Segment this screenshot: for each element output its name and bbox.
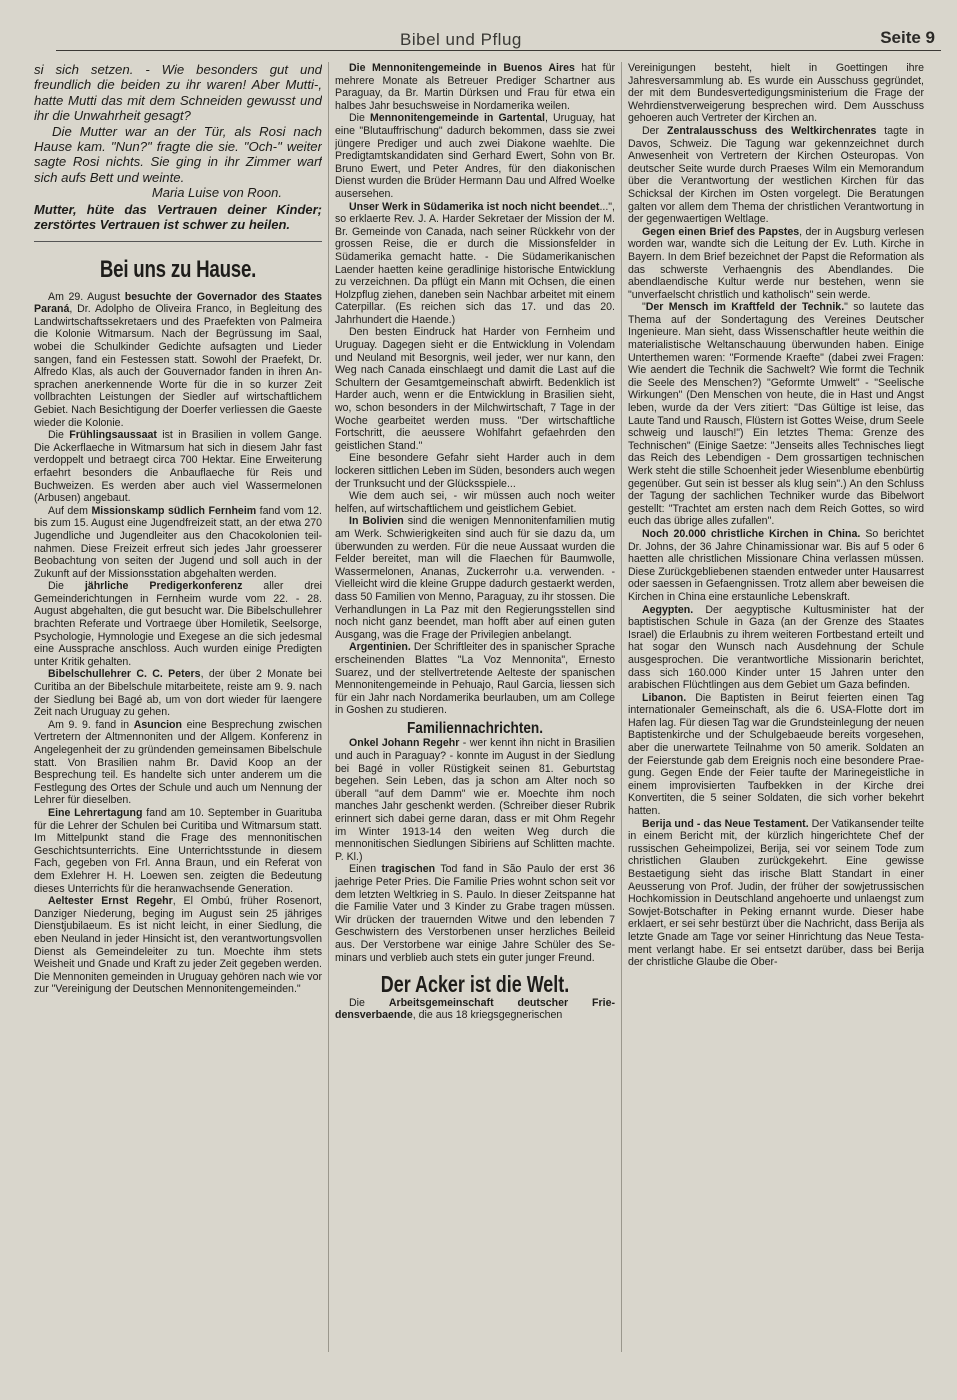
news-paragraph — [335, 201, 615, 327]
paragraph-text: sind die wenigen Mennonitenfamilien mutig am Werk. Schwierigkeiten sind auch für sie dazu da, um überwunden zu werden. Für die neue Aussaat wurden die Felder bereitet, man will die Flaechen für Baumwolle, Wassermelonen, Ananas, Zuckerrohr u.a. verwenden. - Vielleicht wird die kleine Gruppe dadurch gestaerkt werden, dass 50 Familien von Menno, Paraguay, zu ihr stossen. Die Verhandlungen in La Paz mit den Regierungsstellen sind noch nicht ganz beendet, man hofft aber auf einen guten Ausgang, was die Frage der Privilegien anbelangt. — [335, 515, 615, 641]
news-paragraph — [335, 490, 615, 515]
paragraph-keyword: Frühlingsaussaat — [69, 429, 157, 442]
news-paragraph — [34, 429, 322, 505]
paragraph-text: , Dr. Adolpho de Oliveira Franco, in Begleitung des Landwirtschaftssekretaers und des Praefekten von Palmeira die Kolonie Witmarsum. Nach der Begrüssung im Saal, wobei die Schulkinder Gedichte aufsagten und Lieder sangen, fand ein Festessen statt. Sowohl der Praefekt, Dr. Alfredo Klas, als auch der Gouvernador fanden in ihren Ansprachen anerkennende Worte für die in so kurzer Zeit vollbrachten Leistungen der Siedler auf wirtschaftlichem Gebiet. Nach Besichtigung der Doerfer verliessen die Gaeste wieder die Kolonie. — [34, 303, 322, 429]
news-paragraph — [34, 291, 322, 430]
news-paragraph — [34, 719, 322, 807]
page-number: Seite 9 — [880, 28, 935, 47]
paragraph-text: Eine besondere Gefahr sieht Harder auch in dem lockeren sittlichen Leben im Süden, besonders auch wegen der Trunksucht und der Glücksspiele... — [335, 452, 615, 490]
section-title-world: Der Acker ist die Welt. — [380, 971, 570, 998]
paragraph-text: Einen — [349, 863, 382, 876]
paragraph-text: Der Vatikansender teilte in einem Bericht mit, der kürzlich hingerichtete Chef der russischen Geheimpolizei, Berija, sei vor seinem Tode zum christlichen Glauben zurückgekehrt. Eine gewisse Bestaetigung sieht das irische Blatt Standart in einer Aeusserung von Prof. Judin, der früher der sowjetrussischen Hochkomission in Deutschland angehoerte und unlaengst zum Sowjet-Botschafter in Peking ernannt wurde. Dieser habe erklaert, er sei sehr bestürzt über die Nachricht, dass Berija als letzte Gnade am Tage vor seiner Hinrichtung das Neue Testament verlangt habe. Er sei entsetzt darüber, dass bei Berija der christliche Glaube die Ober- — [628, 817, 924, 969]
paragraph-text: Der Schriftleiter des in spanischer Sprache erscheinenden Blattes "La Voz Mennonita", Ernesto Suarez, und der stellvertretende Aelteste der spanischen Mennonitengemeinde in Pehuajo, Raul Garcia, liessen sich für ein Jahr nach Nordamerika beurlauben, um am College in Goshen zu studieren. — [335, 641, 615, 717]
paragraph-keyword: Onkel Johann Regehr — [349, 737, 460, 750]
paragraph-text: Auf dem — [48, 504, 92, 517]
story-moral: Mutter, hüte das Vertrauen deiner Kinder; zerstörtes Vertrauen ist schwer zu heilen. — [34, 201, 322, 233]
column-middle — [335, 62, 615, 1372]
paragraph-text: fand vom 12. bis zum 15. August eine Jugendfreizeit statt, an der etwa 270 Jugendliche und Jugendleiter aus den Chacokolonien teilnahmen. Diese Freizeit erfreut sich jedes Jahr groesserer Beobachtung von seiten der Jugend und soll auch in der Zukunft auf der Missionsstation abgehalten werden. — [34, 504, 322, 580]
paragraph-text: tagte in Davos, Schweiz. Die Tagung war gekennzeichnet durch Anwesenheit von Vertretern der Kirchen Osteuropas. Von deutscher Seite wurde durch Praeses Wilm ein Memorandum über die Verantwortung der westlichen Kirchen für das Schicksal der Kirchen im Osten vorgelegt. Die Beratungen galten vor allem dem Thema der christlichen Verantwortung in der gegenwaertigen Weltlage. — [628, 124, 924, 226]
paragraph-keyword: Aeltester Ernst Regehr — [48, 895, 173, 908]
paragraph-text: So berichtet Dr. Johns, der 36 Jahre Chinamissionar war. Bis auf 5 oder 6 haetten alle christlichen Missionare China verlassen müssen. Diese Zurückgebliebenen staenden entweder unter Hausarrest oder saessen in Gefaengnissen. Trotz allem aber beweisen die Kirchen in China eine erstaunliche Lebenskraft. — [628, 527, 924, 603]
paragraph-text: Den besten Eindruck hat Harder von Fernheim und Uruguay. Dagegen sieht er die Entwicklung in Volendam und Neuland mit Besorgnis, weil jeder, wer nur kann, den Weg nach Canada einschlaegt und damit die Last auf die Schultern der Gesamtgemeinschaft abwirft. Bedenklich ist Harder auch, wenn er die Entwicklung in Brasilien sieht, wo, schon besonders in der Milchwirtschaft, 7 Tage in der Woche gearbeitet werden muss. "Der wirtschaftliche Fortschritt, die aeussere Wohlfahrt gefaehrden den geistlichen Stand." — [335, 326, 615, 452]
publication-title: Bibel und Pflug — [400, 30, 522, 49]
section-rule — [34, 241, 322, 242]
paragraph-text: , die aus 18 kriegsgegnerischen — [412, 1009, 563, 1022]
news-paragraph — [34, 505, 322, 581]
news-paragraph — [628, 125, 924, 226]
news-paragraph — [34, 668, 322, 718]
news-paragraph — [335, 997, 615, 1022]
news-paragraph — [335, 326, 615, 452]
paragraph-keyword: jährliche Predigerkonferenz — [84, 580, 243, 593]
paragraph-keyword: Mennonitengemeinde in Gartental — [369, 112, 545, 125]
column-divider — [328, 62, 329, 1352]
mission-news-list — [335, 62, 615, 717]
column-right — [628, 62, 924, 1362]
paragraph-keyword: Missionskamp südlich Fernheim — [91, 504, 257, 517]
paragraph-keyword: Noch 20.000 christliche Kirchen in China. — [642, 527, 861, 540]
world-news-intro — [335, 997, 615, 1022]
paragraph-text: Die — [48, 429, 70, 442]
paragraph-text: , der über 2 Monate bei Curitiba an der Bibelschule mitarbeitete, reiste am 9. 9. nach der Siedlung bei Bagé ab, um von dort wieder für laengere Zeit nach Uruguay zu gehen. — [34, 668, 322, 719]
paragraph-text: aller drei Gemeinderichtungen in Fernheim wurde vom 22. - 28. August abgehalten, die gut besucht war. Die Bibelschullehrer brachten Referate und Vortraege über Homiletik, Seelsorge, Psychologie, Hymnologie und Exegese an die sich jedesmal eine Aussprache anschloss. Auch wurden einige Predigten unter Kritik gehalten. — [34, 580, 322, 668]
paragraph-keyword: In Bolivien — [349, 515, 404, 528]
paragraph-keyword: Unser Werk in Südamerika ist noch nicht beendet — [349, 200, 600, 213]
paragraph-text: Die — [349, 996, 389, 1009]
paragraph-keyword: Zentralausschuss des Weltkirchenrates — [667, 124, 877, 137]
news-paragraph — [335, 452, 615, 490]
paragraph-text: fand am 10. September in Guarituba für die Lehrer der Schulen bei Curitiba und Witmarsum statt. Im Mittelpunkt stand die Frage des mennonitischen Geschichtsunterrichts. Eine Unterrichtsstunde in diesem Fach, gegeben von Frl. Anna Braun, und ein Referat von dem Exlehrer H. H. Loewen sen. zeigten die Bedeutung dieses Unterrichts für die heranwachsende Generation. — [34, 806, 322, 895]
news-paragraph — [628, 301, 924, 528]
story-ending — [34, 62, 322, 185]
news-paragraph — [335, 641, 615, 717]
paragraph-keyword: Die Mennonitengemeinde in Buenos Aires — [349, 62, 575, 74]
paragraph-text: Am 9. 9. fand in — [48, 718, 134, 731]
news-paragraph — [628, 62, 924, 125]
paragraph-text: , Uruguay, hat eine "Blutauffrischung" dadurch bekommen, dass sie zwei jüngere Prediger und auch zwei Diakone waehlte. Die Predigtamtskandidaten sind Gerhard Ewert, Sohn von Br. Bruno Ewert, und Peter Andres, für den diakonischen Dienst wurden die Brüder Hermann Dau und Alfred Woelke ausersehen. — [335, 112, 615, 200]
paragraph-keyword: Libanon. — [642, 691, 687, 704]
paragraph-text: Die Baptisten in Beirut feierten einen Tag internationaler Gemeinschaft, als die 6. USA-Flotte dort im Hafen lag. Für diesen Tag war die Grundsteinlegung der neuen Baptistenkirche und der Schulgebaeude bereits vorgesehen, aber die unerwartete Teilnahme von 50 amerik. Soldaten an der Feierstunde gab dem Ereignis noch eine besondere Praegung. Gegen Ende der Feier taufte der Marinegeistliche in einem improvisierten Taufbekken in der Kirche drei Konvertiten, die 5 seiner Soldaten, die sich vorher bekehrt hatten. — [628, 691, 924, 818]
paragraph-text: Tod fand in São Paulo der erst 36 jaehrige Peter Pries. Die Familie Pries wohnt schon seit vor dem letzten Weltkrieg in S. Paulo. In dieser Zeitspanne hat die Familie Vater und 3 Kinder zu Grabe tragen müssen. Wir drücken der trauernden Witwe und den lebenden 7 Geschwistern des Verstorbenen unser herzliches Beileid aus. Der Verstorbene war einige Jahre Schüler des Seminars und verblieb auch stets ein guter junger Freund. — [335, 863, 615, 964]
news-paragraph — [628, 818, 924, 969]
paragraph-text: , El Ombú, früher Rosenort, Danziger Niederung, beging im August sein 25 jähriges Dienstjubilaeum. Es ist nicht leicht, in einer Siedlung, die eben Neuland in jeder Hinsicht ist, den verantwortungsvollen Dienst als Gemeindeleiter zu tun. Moechte ihm stets Weisheit und Gnade und Kraft zu jeder Zeit gegeben werden. Die Mennoniten gemeinden in Uruguay gehören nach wie vor zur "Vereinigung der Deutschen Mennonitengemeinden." — [34, 895, 322, 996]
paragraph-text: Die — [349, 112, 370, 125]
news-paragraph — [34, 895, 322, 996]
paragraph-text: ist in Brasilien in vollem Gange. Die Ackerflaeche in Witmarsum hat sich in diesem Jahr fast verdoppelt und betraegt circa 700 Hektar. Eine Erweiterung erfaehrt besonders die Anbauflaeche für Reis und Buchweizen. Es werden aber auch viel Wassermelonen (Arbusen) angebaut. — [34, 429, 322, 505]
section-title-home: Bei uns zu Hause. — [99, 256, 257, 284]
paragraph-keyword: Arbeitsgemeinschaft deutscher Friedensverbaende — [335, 996, 615, 1022]
column-divider — [621, 62, 622, 1352]
paragraph-keyword: Bibelschullehrer C. C. Peters — [48, 668, 201, 681]
header-rule — [56, 50, 941, 51]
paragraph-text: , der in Augsburg verlesen worden war, wandte sich die Leitung der Ev. Luth. Kirche in Bayern. In dem Brief bezeichnet der Papst die Reformation als das schwerste Verhaengnis des Abendlandes. Die abendlaendische Kultur werde nur bestehen, wenn sie "unverfaelscht christlich und katholisch" sein werde. — [628, 225, 924, 301]
column-left — [34, 62, 322, 1357]
news-paragraph — [335, 863, 615, 964]
paragraph-text: Am 29. August — [48, 290, 125, 303]
paragraph-text: Vereinigungen besteht, hielt in Goettingen ihre Jahresversammlung ab. Es wurde ein Ausschuss gegründet, der mit dem Bundesvertedigungsministerium die Frage der Wehrdienstverweigerung besprechen wird. Dem Ausschuss gehoeren auch Vertreter der Kirchen an. — [628, 62, 924, 125]
paragraph-keyword: Der Mensch im Kraftfeld der Technik. — [645, 301, 845, 314]
story-paragraph: si sich setzen. - Wie besonders gut und freundlich die beiden zu ihr waren! Aber Mutti-, hatte Mutti das mit dem Schneiden gewusst und ihr die Unwahrheit gesagt? — [34, 62, 322, 124]
paragraph-text: hat für mehrere Monate als Betreuer Prediger Schartner aus Paraguay, da Br. Martin Dürksen und Frau für etwa ein halbes Jahr besuchsweise in Nordamerika weilen. — [335, 62, 615, 112]
paragraph-keyword: Argentinien. — [349, 641, 411, 654]
paragraph-text: Der — [642, 124, 667, 137]
world-news-list — [628, 62, 924, 969]
news-paragraph — [628, 226, 924, 302]
paragraph-text: eine Besprechung zwischen Vertretern der Altmennoniten und der Allgem. Konferenz in Angelegenheit der zu gründenden gemeinsamen Bibelschule statt. Von Brasilien nahm Br. David Koop an der Besprechung teil. Es handelte sich unter anderem um die Festlegung des Ortes der Schule und auch um Nennung der Lehrer für dieselben. — [34, 718, 322, 807]
paragraph-keyword: Berija und - das Neue Testament. — [642, 817, 809, 830]
news-paragraph — [628, 692, 924, 818]
news-paragraph — [628, 604, 924, 692]
family-news-list — [335, 737, 615, 964]
news-paragraph — [34, 580, 322, 668]
paragraph-text: Wie dem auch sei, - wir müssen auch noch weiter helfen, auf wirtschaftlichem und geistlichem Gebiet. — [335, 490, 615, 515]
paragraph-text: ...", so erklaerte Rev. J. A. Harder Sekretaer der Mission der M. Br. Gemeinde von Canada, nach seiner Rückkehr von der grossen Reise, die er durch die Missionsfelder in Südamerika gemacht hatte. - Die Südamerikanischen Laender haetten keine geradlinige historische Entwicklung zu verzeichnen. Da pflügt ein Mann mit Ochsen, die einen Holzpflug ziehen, daneben sein Nachbar arbeitet mit einem Caterpillar. (Es reichen sich das 17. und das 20. Jahrhundert die Haende.) — [335, 200, 615, 326]
news-paragraph — [335, 737, 615, 863]
news-paragraph — [34, 807, 322, 895]
paragraph-keyword: Aegypten. — [642, 603, 694, 616]
news-paragraph — [335, 515, 615, 641]
story-author: Maria Luise von Roon. — [151, 185, 282, 201]
news-paragraph — [335, 62, 615, 112]
paragraph-text: Die — [48, 580, 85, 593]
paragraph-keyword: Eine Lehrertagung — [48, 806, 143, 819]
paragraph-keyword: Asuncion — [133, 718, 182, 731]
page-header — [0, 26, 957, 54]
paragraph-text: Der aegyptische Kultusminister hat der baptistischen Schule in Gaza (an der Grenze des Staates Israel) die Erlaubnis zu ihrem weiteren Fortbestand erteilt und hat sogar den Wunsch nach Ausdehnung der Schule ausgesprochen. Die verantwortliche Missionarin berichtet, dass sich 160.000 Kinder unter 15 Jahren unter den arabischen Flüchtlingen aus dem Gebiet um Gaza befinden. — [628, 603, 924, 692]
news-paragraph — [628, 528, 924, 604]
paragraph-text: - wer kennt ihn nicht in Brasilien und auch in Paraguay? - konnte im August in der Siedlung bei Bagé in voller Rüstigkeit seinen 81. Geburtstag begehen. Sein Leben, das ja schon am Alter noch so überall "auf dem Damm" wie er. Moechte ihm noch manches Jahr geschenkt werden. (Schreiber dieser Rubrik erinnert sich dabei gerne daran, dass er mit Ohm Regehr im Winter 1913-14 den weiten Weg durch die mennonitischen Siedlungen Sibiriens auf Schlitten machte. P. Kl.) — [335, 737, 615, 863]
paragraph-keyword: tragischen — [381, 863, 436, 876]
paragraph-text: " — [642, 301, 646, 314]
news-paragraph — [335, 112, 615, 200]
home-news-list — [34, 291, 322, 996]
paragraph-keyword: besuchte der Governador des Staates Paraná — [34, 290, 322, 316]
section-title-family: Familiennachrichten. — [406, 719, 544, 737]
story-paragraph: Die Mutter war an der Tür, als Rosi nach Hause kam. "Nun?" fragte die sie. "Och-" weiter sagte Rosi nichts. Sie ging in ihr Zimmer warf sich aufs Bett und weinte. — [34, 123, 322, 185]
paragraph-keyword: Gegen einen Brief des Papstes — [642, 225, 800, 238]
paragraph-text: " so lautete das Thema auf der Sondertagung des Vereines Deutscher Ingenieure. Man sieht, dass Wissenschaftler heute weithin die materialistische Weltanschauung überwunden haben. Einige Unterthemen waren: "Formende Kraefte" (dabei zwei Fragen: Wie aendert die Technik die Sachwelt? Wie formt die Technik die Seele des Menschen?) "Geformte Umwelt" - "Seelische Wirkungen" (Den Menschen von heute, die in Hast und Angst leben, wurde da der Vers zitiert: "Das Gültige ist leise, das Laute Tand und Rausch, Flüstern ist Gottes Weise, drum Seele schweig und lausch!") Ein letztes Thema: Grenze des Technischen" (Einige Saetze: "Jenseits alles Technisches liegt das Reich des Lebendigen - Dem grossartigen technischen Werk steht die stille Schoenheit jeder Wiesenblume ebenbürtig gegenüber. Gut sein ist besser als klug sein".) An den Schluss der Tagung der sachlichen Techniker wurde das Bibelwort gestellt: "Trachtet am ersten nach dem Reich Gottes, so wird euch das übrige alles zufallen". — [628, 301, 924, 528]
